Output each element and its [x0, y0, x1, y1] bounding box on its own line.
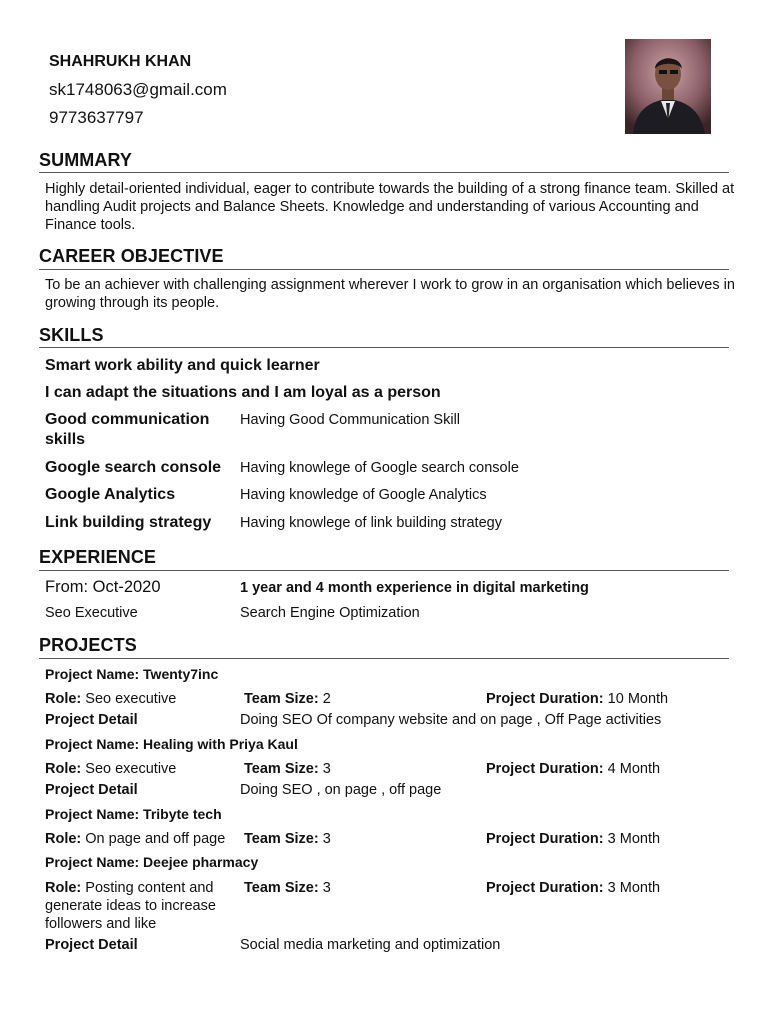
projects-divider — [39, 658, 729, 659]
skills-divider — [39, 347, 729, 348]
experience-heading: EXPERIENCE — [39, 547, 157, 567]
phone-number: 9773637797 — [49, 108, 144, 127]
objective-divider — [39, 269, 729, 270]
skill-description: Having Good Communication Skill — [240, 412, 461, 428]
experience-summary: 1 year and 4 month experience in digital marketing — [240, 580, 589, 596]
project-role: Role: Posting content and generate ideas to increase followers and like — [45, 880, 216, 932]
skills-heading: SKILLS — [39, 325, 104, 345]
experience-role: Seo Executive — [45, 605, 138, 621]
candidate-name: SHAHRUKH KHAN — [49, 53, 192, 70]
project-team-size: Team Size: 3 — [244, 831, 331, 847]
project-role: Role: Seo executive — [45, 761, 177, 777]
summary-text: Highly detail-oriented individual, eager to contribute towards the building of a strong finance team. Skilled at handling Audit projects and Balance Sheets. Knowledge and understanding of various Accounting and Finance tools. — [45, 181, 735, 233]
project-detail-label: Project Detail — [45, 937, 138, 953]
skill-name: I can adapt the situations and I am loyal as a person — [45, 384, 441, 401]
skill-name: Google Analytics — [45, 486, 176, 503]
project-duration: Project Duration: 3 Month — [486, 880, 661, 896]
objective-text: To be an achiever with challenging assignment wherever I work to grow in an organisation which believes in growing through its people. — [45, 277, 735, 311]
experience-from-date: From: Oct-2020 — [45, 578, 161, 596]
skill-name: Link building strategy — [45, 514, 212, 531]
project-name: Project Name: Healing with Priya Kaul — [45, 736, 298, 752]
skill-name: Smart work ability and quick learner — [45, 357, 320, 374]
skill-description: Having knowlege of link building strategy — [240, 515, 502, 531]
project-duration: Project Duration: 10 Month — [486, 691, 669, 707]
project-name: Project Name: Deejee pharmacy — [45, 854, 259, 870]
experience-field: Search Engine Optimization — [240, 605, 420, 621]
project-role: Role: On page and off page — [45, 831, 226, 847]
project-duration: Project Duration: 4 Month — [486, 761, 661, 777]
skill-description: Having knowlege of Google search console — [240, 460, 519, 476]
project-detail-label: Project Detail — [45, 782, 138, 798]
project-detail: Doing SEO , on page , off page — [240, 782, 442, 798]
project-detail: Social media marketing and optimization — [240, 937, 501, 953]
project-name: Project Name: Twenty7inc — [45, 666, 219, 682]
experience-divider — [39, 570, 729, 571]
skill-name: Google search console — [45, 459, 222, 476]
skill-description: Having knowledge of Google Analytics — [240, 487, 487, 503]
summary-heading: SUMMARY — [39, 150, 133, 170]
objective-heading: CAREER OBJECTIVE — [39, 246, 224, 266]
project-duration: Project Duration: 3 Month — [486, 831, 661, 847]
projects-heading: PROJECTS — [39, 635, 137, 655]
profile-photo — [625, 39, 711, 134]
skill-name: Good communication skills — [45, 411, 210, 448]
project-team-size: Team Size: 2 — [244, 691, 331, 707]
project-detail: Doing SEO Of company website and on page , Off Page activities — [240, 712, 662, 728]
email-address: sk1748063@gmail.com — [49, 80, 227, 99]
project-name: Project Name: Tribyte tech — [45, 806, 222, 822]
project-team-size: Team Size: 3 — [244, 880, 331, 896]
summary-divider — [39, 172, 729, 173]
project-detail-label: Project Detail — [45, 712, 138, 728]
project-role: Role: Seo executive — [45, 691, 177, 707]
project-team-size: Team Size: 3 — [244, 761, 331, 777]
